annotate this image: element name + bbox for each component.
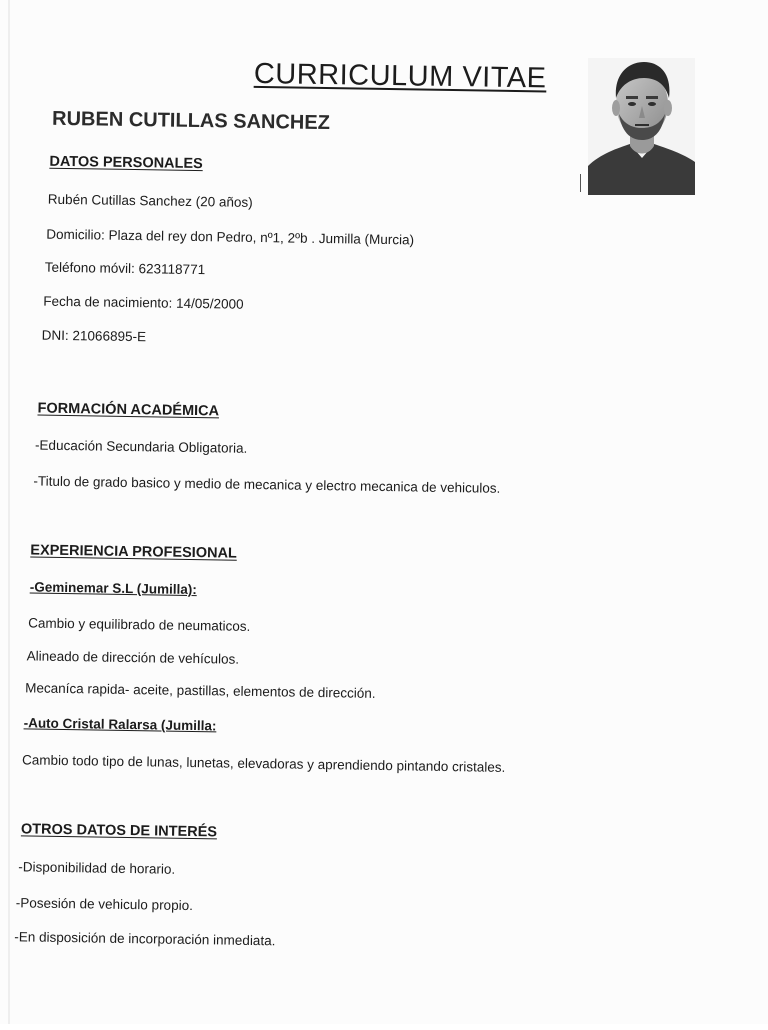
- education-item: -Titulo de grado basico y medio de mecanica y electro mecanica de vehiculos.: [33, 473, 501, 496]
- other-item: -Posesión de vehiculo propio.: [15, 895, 194, 914]
- photo-edge-mark: [580, 174, 581, 192]
- personal-address: Domicilio: Plaza del rey don Pedro, nº1, 2ºb . Jumilla (Murcia): [46, 226, 415, 248]
- other-item: -Disponibilidad de horario.: [18, 859, 176, 877]
- section-heading-education: FORMACIÓN ACADÉMICA: [37, 400, 220, 420]
- section-heading-personal: DATOS PERSONALES: [49, 153, 203, 173]
- section-heading-other: OTROS DATOS DE INTERÉS: [20, 821, 218, 841]
- portrait-photo-icon: [588, 58, 695, 195]
- job-task: Cambio todo tipo de lunas, lunetas, elevadoras y aprendiendo pintando cristales.: [21, 752, 506, 775]
- personal-phone: Teléfono móvil: 623118771: [44, 259, 206, 278]
- job-task: Cambio y equilibrado de neumaticos.: [28, 615, 251, 634]
- section-heading-experience: EXPERIENCIA PROFESIONAL: [30, 542, 237, 562]
- personal-birthdate: Fecha de nacimiento: 14/05/2000: [43, 293, 244, 312]
- document-title: CURRICULUM VITAE: [253, 57, 547, 95]
- personal-dni: DNI: 21066895-E: [41, 327, 147, 345]
- education-item: -Educación Secundaria Obligatoria.: [34, 437, 248, 456]
- candidate-name: RUBEN CUTILLAS SANCHEZ: [51, 107, 331, 135]
- personal-full-name: Rubén Cutillas Sanchez (20 años): [47, 191, 253, 210]
- employer-name: -Auto Cristal Ralarsa (Jumilla:: [23, 715, 217, 734]
- job-task: Alineado de dirección de vehículos.: [26, 648, 240, 667]
- employer-name: -Geminemar S.L (Jumilla):: [29, 579, 197, 598]
- job-task: Mecaníca rapida- aceite, pastillas, elementos de dirección.: [25, 680, 376, 701]
- other-item: -En disposición de incorporación inmediata.: [14, 929, 276, 949]
